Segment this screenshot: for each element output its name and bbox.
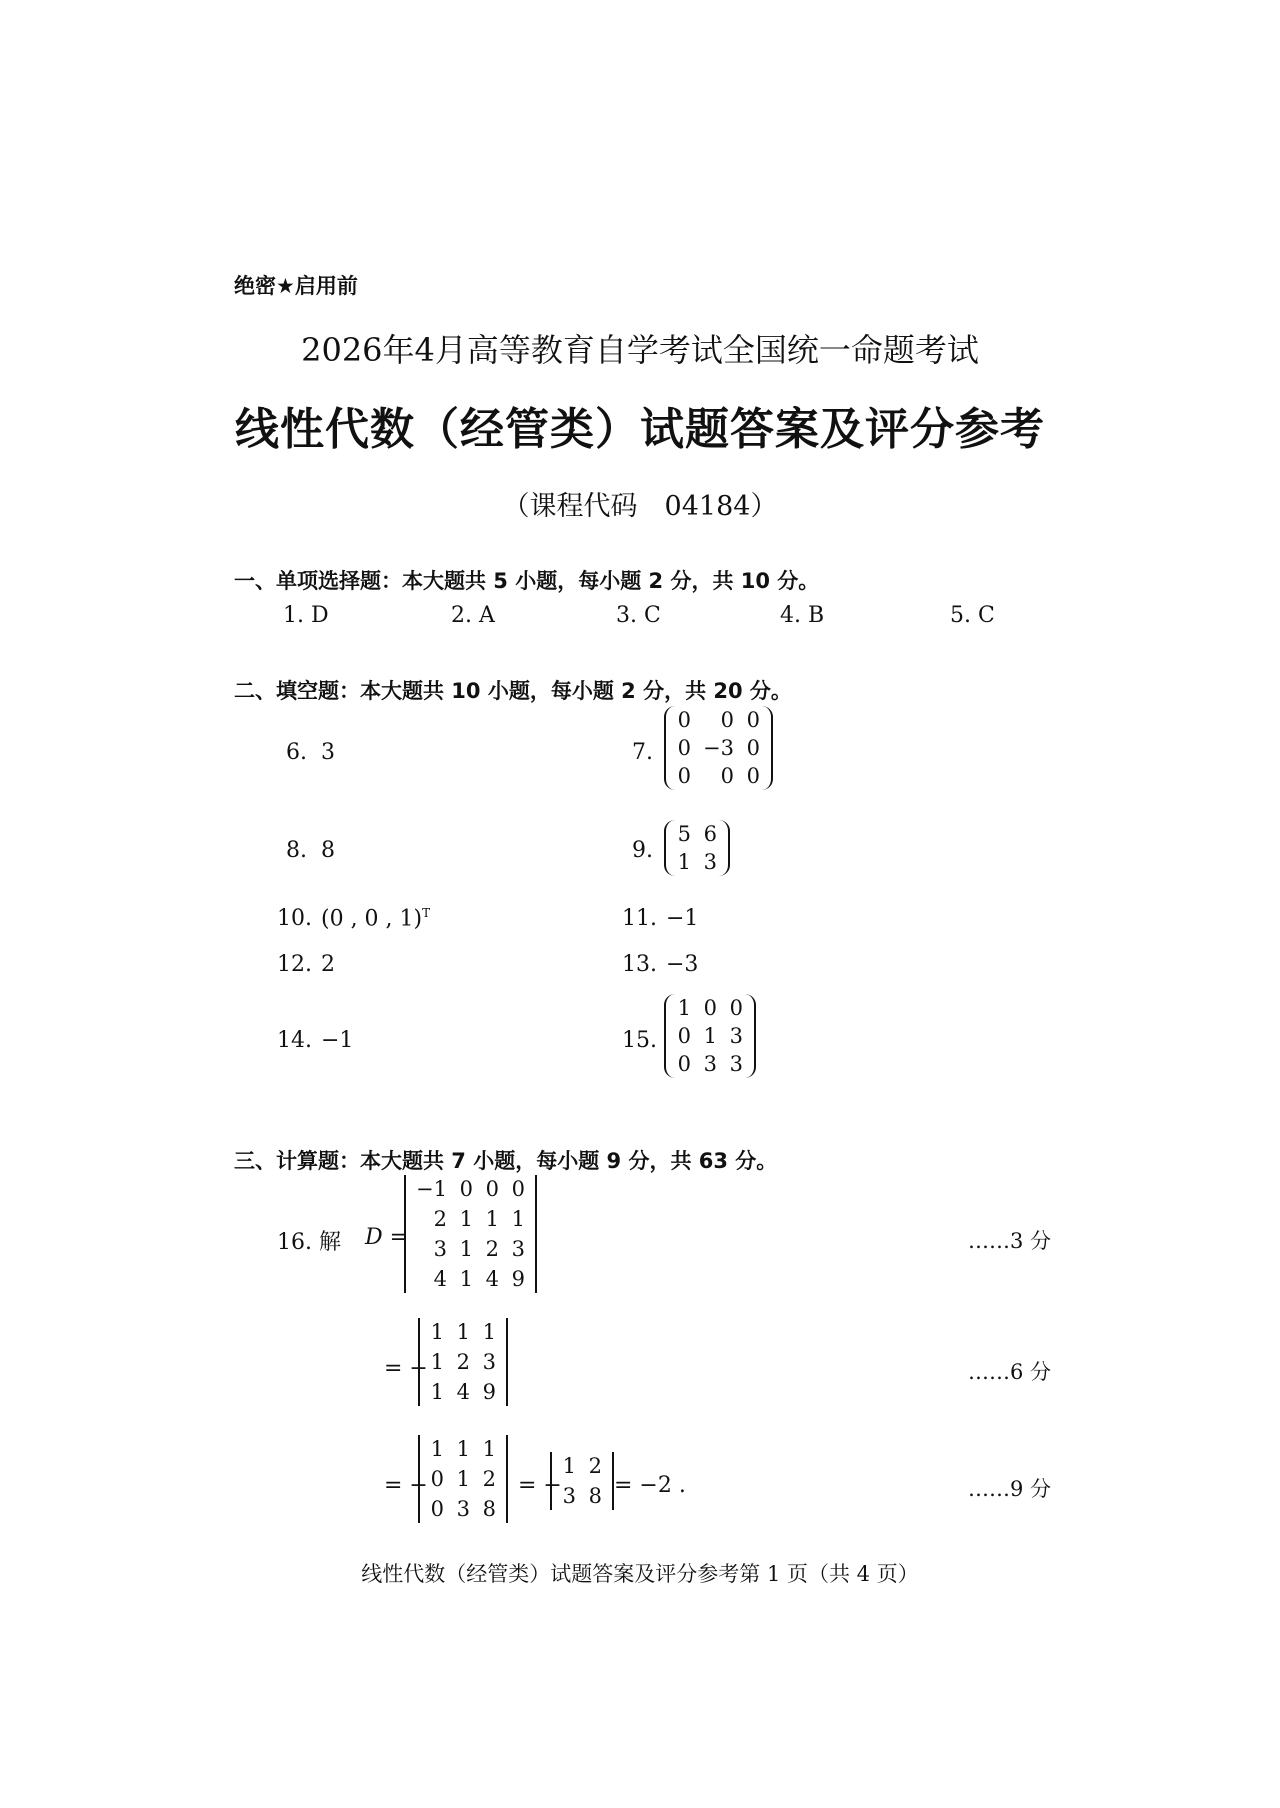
matrix-cell: 0 [703,996,717,1020]
left-paren [664,820,675,876]
det-cell: 3 [433,1237,447,1261]
mc-answer-2: 2. A [451,603,495,628]
matrix-cell: 0 [677,764,691,788]
det-cell: 1 [456,1437,470,1461]
q15-number: 15. [622,1028,657,1053]
det-cell: 1 [459,1267,473,1291]
det-cell: 0 [430,1497,444,1521]
det-cell: 1 [482,1437,496,1461]
det-cell: 4 [485,1267,499,1291]
det-cell: 3 [456,1497,470,1521]
equals-negative: = − [384,1473,428,1498]
matrix-cell: 3 [729,1024,743,1048]
q15-matrix [664,994,756,1078]
q6-answer: 3 [321,740,335,765]
det-cell: 2 [588,1454,602,1478]
q13-answer: −3 [666,952,699,977]
q6-number: 6. [286,740,307,765]
det-cell: 1 [511,1207,525,1231]
confidential-label: 绝密★启用前 [234,274,358,298]
q16-determinant-2x2 [550,1452,614,1510]
q12-number: 12. [277,952,312,977]
det-cell: 9 [482,1380,496,1404]
matrix-cell: 5 [677,822,691,846]
matrix-cell: 0 [720,708,734,732]
matrix-cell: 3 [703,850,717,874]
q16-determinant-4x4 [404,1175,537,1293]
section-1-heading: 一、单项选择题：本大题共 5 小题，每小题 2 分，共 10 分。 [234,569,820,593]
det-cell: 1 [430,1320,444,1344]
course-code: （课程代码 04184） [502,491,778,522]
score-step-3: ……9 分 [968,1477,1052,1501]
det-cell: 0 [485,1177,499,1201]
matrix-cell: 0 [677,708,691,732]
det-cell: 1 [456,1467,470,1491]
matrix-cell: 0 [677,1024,691,1048]
exam-title: 2026年4月高等教育自学考试全国统一命题考试 [301,331,979,369]
q11-answer: −1 [666,906,699,931]
det-cell: 1 [459,1207,473,1231]
det-cell: 1 [459,1237,473,1261]
det-cell: 1 [456,1320,470,1344]
page-footer: 线性代数（经管类）试题答案及评分参考第 1 页（共 4 页） [361,1562,919,1586]
mc-answer-3: 3. C [616,603,661,628]
score-step-1: ……3 分 [968,1229,1052,1253]
page-title: 线性代数（经管类）试题答案及评分参考 [235,404,1045,455]
det-cell: 1 [485,1207,499,1231]
det-cell: 1 [430,1437,444,1461]
mc-answer-5: 5. C [950,603,995,628]
det-cell: 3 [511,1237,525,1261]
q16-label: 16. 解 [277,1230,341,1255]
det-cell: 0 [430,1467,444,1491]
vector-value: (0 , 0 , 1) [321,906,423,932]
right-bar [604,1452,614,1510]
q8-number: 8. [286,838,307,863]
det-cell: 2 [482,1467,496,1491]
left-bar [418,1318,428,1406]
section-2-heading: 二、填空题：本大题共 10 小题，每小题 2 分，共 20 分。 [234,679,792,703]
det-cell: 1 [482,1320,496,1344]
det-cell: 3 [482,1350,496,1374]
q10-answer [321,906,430,931]
matrix-cell: −3 [703,736,734,760]
right-paren [745,994,756,1078]
section-3-heading: 三、计算题：本大题共 7 小题，每小题 9 分，共 63 分。 [234,1149,778,1173]
q16-result: = −2 . [614,1473,686,1498]
q14-answer: −1 [321,1028,354,1053]
q16-determinant-3x3 [418,1318,508,1406]
det-cell: 2 [456,1350,470,1374]
d-equals: D = [365,1225,409,1250]
q9-matrix [664,820,730,876]
q7-number: 7. [632,740,653,765]
q16-determinant-3x3-reduced [418,1435,508,1523]
score-step-2: ……6 分 [968,1360,1052,1384]
transpose-mark: T [422,906,431,920]
q8-answer: 8 [321,838,335,863]
matrix-cell: 0 [677,736,691,760]
det-cell: 0 [459,1177,473,1201]
equals-negative: = − [384,1356,428,1381]
det-cell: 4 [433,1267,447,1291]
det-cell: 8 [482,1497,496,1521]
det-cell: 1 [430,1380,444,1404]
mc-answer-1: 1. D [283,603,329,628]
det-cell: 9 [511,1267,525,1291]
matrix-cell: 0 [746,736,760,760]
det-cell: 1 [562,1454,576,1478]
q13-number: 13. [622,952,657,977]
right-bar [498,1435,508,1523]
det-cell: 4 [456,1380,470,1404]
matrix-cell: 3 [703,1052,717,1076]
matrix-cell: 6 [703,822,717,846]
mc-answer-4: 4. B [780,603,825,628]
right-paren [762,706,773,790]
det-cell: 1 [430,1350,444,1374]
matrix-cell: 1 [677,850,691,874]
q12-answer: 2 [321,952,335,977]
q10-number: 10. [277,906,312,931]
det-cell: 3 [562,1484,576,1508]
q7-matrix [664,706,773,790]
matrix-cell: 0 [720,764,734,788]
left-bar [550,1452,560,1510]
matrix-cell: 1 [703,1024,717,1048]
det-cell: 2 [485,1237,499,1261]
matrix-cell: 0 [746,708,760,732]
matrix-cell: 3 [729,1052,743,1076]
left-paren [664,706,675,790]
q11-number: 11. [622,906,657,931]
matrix-cell: 0 [729,996,743,1020]
left-bar [404,1175,414,1293]
q14-number: 14. [277,1028,312,1053]
right-paren [719,820,730,876]
q9-number: 9. [632,838,653,863]
right-bar [498,1318,508,1406]
matrix-cell: 0 [746,764,760,788]
right-bar [527,1175,537,1293]
left-bar [418,1435,428,1523]
equals-negative: = − [518,1473,562,1498]
det-cell: 2 [433,1207,447,1231]
det-cell: 0 [511,1177,525,1201]
matrix-cell: 1 [677,996,691,1020]
matrix-cell: 0 [677,1052,691,1076]
det-cell: −1 [416,1177,447,1201]
det-cell: 8 [588,1484,602,1508]
left-paren [664,994,675,1078]
